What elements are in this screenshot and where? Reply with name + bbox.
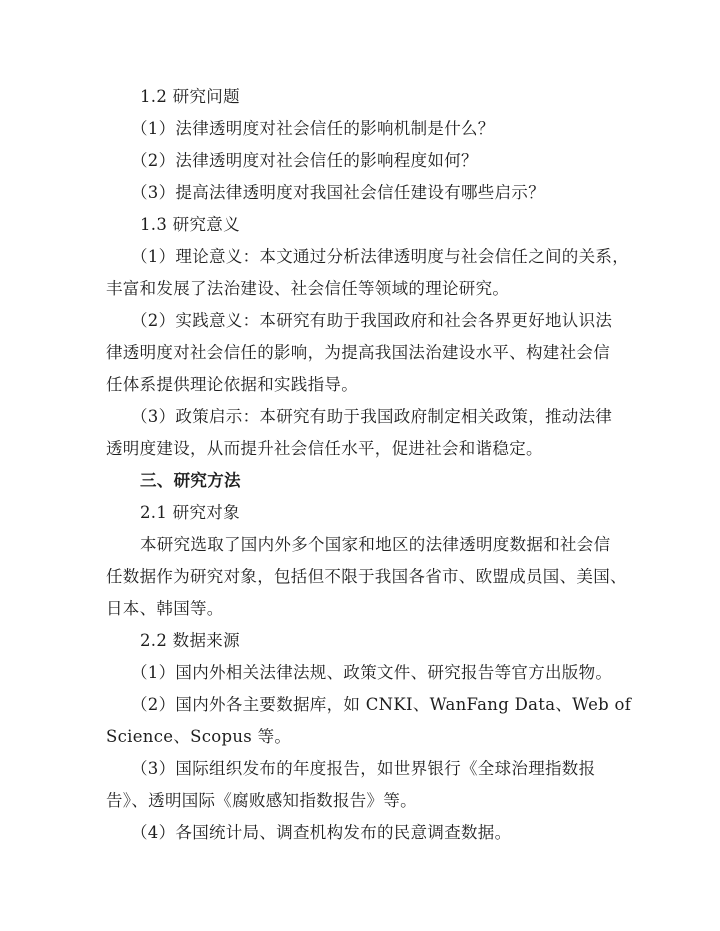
question-item-3: （3）提高法律透明度对我国社会信任建设有哪些启示？ xyxy=(131,183,545,202)
data-source-item-4: （4）各国统计局、调查机构发布的民意调查数据。 xyxy=(131,823,512,842)
data-source-item-1: （1）国内外相关法律法规、政策文件、研究报告等官方出版物。 xyxy=(131,663,613,682)
section-heading-methods: 三、研究方法 xyxy=(140,471,241,490)
data-source-item-2-line-2: Science、Scopus 等。 xyxy=(106,727,292,746)
significance-practice-line-1: （2）实践意义：本研究有助于我国政府和社会各界更好地认识法 xyxy=(131,311,613,330)
significance-policy-line-1: （3）政策启示：本研究有助于我国政府制定相关政策，推动法律 xyxy=(131,407,613,426)
data-source-item-3-line-2: 告》、透明国际《腐败感知指数报告》等。 xyxy=(106,791,417,810)
question-item-2: （2）法律透明度对社会信任的影响程度如何？ xyxy=(131,151,478,170)
data-source-item-3-line-1: （3）国际组织发布的年度报告，如世界银行《全球治理指数报 xyxy=(131,759,596,778)
research-object-line-2: 任数据作为研究对象，包括但不限于我国各省市、欧盟成员国、美国、 xyxy=(106,567,627,586)
section-subheading-2-2: 2.2 数据来源 xyxy=(140,631,240,650)
significance-theory-line-2: 丰富和发展了法治建设、社会信任等领域的理论研究。 xyxy=(106,279,510,298)
significance-practice-line-3: 任体系提供理论依据和实践指导。 xyxy=(106,375,358,394)
research-object-line-3: 日本、韩国等。 xyxy=(106,599,224,618)
section-subheading-1-2: 1.2 研究问题 xyxy=(140,87,240,106)
data-source-item-2-line-1: （2）国内外各主要数据库，如 CNKI、WanFang Data、Web of xyxy=(131,695,632,714)
section-subheading-1-3: 1.3 研究意义 xyxy=(140,215,240,234)
question-item-1: （1）法律透明度对社会信任的影响机制是什么？ xyxy=(131,119,495,138)
significance-policy-line-2: 透明度建设，从而提升社会信任水平，促进社会和谐稳定。 xyxy=(106,439,543,458)
significance-practice-line-2: 律透明度对社会信任的影响，为提高我国法治建设水平、构建社会信 xyxy=(106,343,610,362)
significance-theory-line-1: （1）理论意义：本文通过分析法律透明度与社会信任之间的关系， xyxy=(131,247,629,266)
research-object-line-1: 本研究选取了国内外多个国家和地区的法律透明度数据和社会信 xyxy=(140,535,611,554)
section-subheading-2-1: 2.1 研究对象 xyxy=(140,503,240,522)
